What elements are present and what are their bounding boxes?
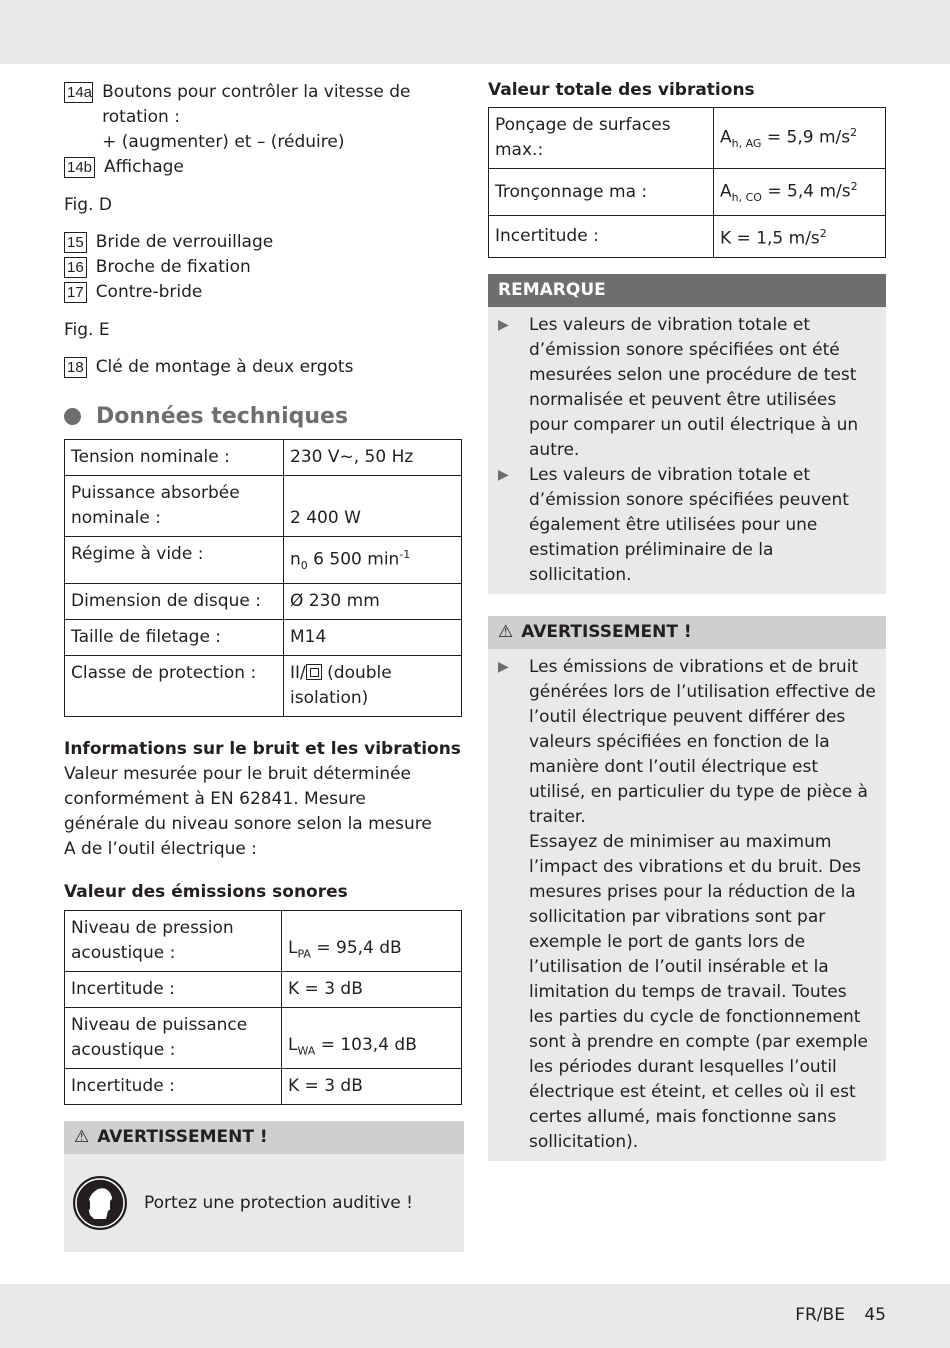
table-key: Niveau de puissance acoustique : xyxy=(65,1008,282,1069)
legend-number: 15 xyxy=(64,232,87,253)
tech-section-heading xyxy=(64,404,464,429)
value-symbol: L xyxy=(288,1034,298,1055)
warning-item-text: Les émissions de vibrations et de bruit générées lors de l’utilisation effective de l’outil électrique peuvent différer des valeurs spécifiées en fonction de la manière dont l’outil électrique est utilisé, en particulier du type de pièce à traiter. xyxy=(529,656,876,827)
value-subscript: h, AG xyxy=(731,137,762,151)
table-key: Dimension de disque : xyxy=(65,584,284,620)
table-key: Ponçage de surfaces max.: xyxy=(489,108,714,169)
sound-table xyxy=(64,910,462,1105)
legend-number: 16 xyxy=(64,257,87,278)
table-row xyxy=(65,911,462,972)
value-symbol: n xyxy=(290,549,301,570)
value-superscript: 2 xyxy=(850,125,858,139)
table-value xyxy=(284,656,462,717)
table-key: Niveau de pression acoustique : xyxy=(65,911,282,972)
warning-box-header xyxy=(488,616,886,649)
vibration-heading: Valeur totale des vibrations xyxy=(488,80,755,100)
table-value xyxy=(714,108,886,169)
noise-text: Valeur mesurée pour le bruit déterminée conformément à EN 62841. Mesure générale du niveau sonore selon la mesure A de l’outil électrique : xyxy=(64,764,432,860)
table-value xyxy=(282,911,462,972)
value-text: (double isolation) xyxy=(290,663,392,709)
legend-text: Boutons pour contrôler la vitesse de rotation : xyxy=(102,82,411,127)
table-key: Incertitude : xyxy=(489,216,714,258)
arrow-right-icon: ▶ xyxy=(498,316,509,333)
table-key: Tension nominale : xyxy=(65,440,284,476)
legend-item-16 xyxy=(64,255,464,280)
tech-table xyxy=(64,439,462,717)
legend-item-15 xyxy=(64,230,464,255)
value-symbol: L xyxy=(288,937,298,958)
figure-label-d: Fig. D xyxy=(64,195,112,215)
note-item xyxy=(498,463,876,588)
table-row xyxy=(65,620,462,656)
table-row xyxy=(65,1069,462,1105)
value-text: K = 1,5 m/s xyxy=(720,228,820,249)
figure-label-e: Fig. E xyxy=(64,320,110,340)
warning-box-header xyxy=(64,1121,464,1154)
legend-text: Broche de fixation xyxy=(95,257,251,277)
table-value: 2 400 W xyxy=(284,476,462,537)
bullet-icon xyxy=(64,408,81,425)
page-footer xyxy=(781,1305,886,1325)
vibration-table xyxy=(488,107,886,258)
legend-text: Bride de verrouillage xyxy=(95,232,274,252)
table-value xyxy=(282,1008,462,1069)
legend-text: Contre-bride xyxy=(95,282,203,302)
table-key: Tronçonnage ma : xyxy=(489,169,714,216)
arrow-right-icon: ▶ xyxy=(498,658,509,675)
table-row xyxy=(489,216,886,258)
value-subscript: h, CO xyxy=(731,191,762,205)
value-superscript: 2 xyxy=(819,227,827,241)
legend-text: Clé de montage à deux ergots xyxy=(95,357,354,377)
table-value xyxy=(284,537,462,584)
legend-item-17 xyxy=(64,280,464,305)
language-code: FR/BE xyxy=(795,1305,845,1325)
table-key: Puissance absorbée nominale : xyxy=(65,476,284,537)
legend-number: 17 xyxy=(64,282,87,303)
value-symbol: A xyxy=(720,181,732,202)
legend-number: 18 xyxy=(64,357,87,378)
table-key: Incertitude : xyxy=(65,972,282,1008)
table-value: K = 3 dB xyxy=(282,972,462,1008)
value-superscript: 2 xyxy=(850,180,858,193)
note-box-body xyxy=(488,307,886,594)
section-title: Données techniques xyxy=(96,404,349,429)
value-text: II/ xyxy=(290,663,306,684)
table-value xyxy=(714,169,886,216)
warning-box-body xyxy=(64,1154,464,1252)
note-item xyxy=(498,313,876,463)
top-band xyxy=(0,0,950,64)
arrow-right-icon: ▶ xyxy=(498,466,509,483)
value-text: 6 500 min xyxy=(307,549,400,570)
table-value xyxy=(714,216,886,258)
value-superscript: -1 xyxy=(399,548,411,561)
warning-item-text: Essayez de minimiser au maximum l’impact des vibrations et du bruit. Des mesures prises pour la réduction de la sollicitation par vibrations sont par exemple le port de gants lors de l’utilisation de l’outil insérable et la limitation du temps de travail. Toutes les parties du cycle de fonctionnement sont à prendre en compte (par exemple les périodes durant lesquelles l’outil électrique est éteint, et celles où il est certes allumé, mais fonctionne sans sollicitation). xyxy=(529,831,869,1152)
note-item-text: Les valeurs de vibration totale et d’émission sonore spécifiées peuvent également être utilisées pour une estimation préliminaire de la sollicitation. xyxy=(529,464,849,585)
warning-title: AVERTISSEMENT ! xyxy=(97,1127,268,1148)
table-value: 230 V~, 50 Hz xyxy=(284,440,462,476)
value-text: = 103,4 dB xyxy=(315,1034,417,1055)
table-row xyxy=(65,656,462,717)
value-subscript: PA xyxy=(297,947,311,961)
table-row xyxy=(65,972,462,1008)
warning-text: Portez une protection auditive ! xyxy=(144,1192,413,1213)
table-row xyxy=(489,169,886,216)
legend-item-14a xyxy=(64,80,464,155)
right-column xyxy=(488,78,886,1161)
legend-text: Affichage xyxy=(104,157,184,177)
value-subscript: 0 xyxy=(300,559,308,573)
sound-heading: Valeur des émissions sonores xyxy=(64,882,348,903)
table-row xyxy=(65,1008,462,1069)
value-subscript: WA xyxy=(297,1044,316,1058)
table-key: Taille de filetage : xyxy=(65,620,284,656)
table-row xyxy=(65,537,462,584)
table-value: K = 3 dB xyxy=(282,1069,462,1105)
warning-triangle-icon: ⚠ xyxy=(74,1127,90,1148)
table-value: M14 xyxy=(284,620,462,656)
value-text: = 5,4 m/s xyxy=(761,181,851,202)
table-row xyxy=(65,440,462,476)
table-key: Incertitude : xyxy=(65,1069,282,1105)
legend-item-18 xyxy=(64,355,464,380)
noise-heading: Informations sur le bruit et les vibrations xyxy=(64,739,461,760)
table-row xyxy=(65,476,462,537)
double-insulation-icon xyxy=(306,664,322,680)
table-row xyxy=(65,584,462,620)
warning-box-body xyxy=(488,649,886,1161)
value-text: = 5,9 m/s xyxy=(761,127,851,148)
warning-triangle-icon: ⚠ xyxy=(498,621,514,642)
left-column xyxy=(64,80,464,1252)
table-key: Régime à vide : xyxy=(65,537,284,584)
legend-item-14b xyxy=(64,155,464,180)
legend-number: 14a xyxy=(64,82,93,103)
legend-text: + (augmenter) et – (réduire) xyxy=(102,132,345,152)
table-key: Classe de protection : xyxy=(65,656,284,717)
page-number: 45 xyxy=(864,1305,886,1325)
note-box-header: REMARQUE xyxy=(488,274,886,307)
value-text: = 95,4 dB xyxy=(310,937,402,958)
legend-number: 14b xyxy=(64,157,95,178)
warning-title: AVERTISSEMENT ! xyxy=(521,621,692,642)
table-value: Ø 230 mm xyxy=(284,584,462,620)
note-item-text: Les valeurs de vibration totale et d’émission sonore spécifiées ont été mesurées selon une procédure de test normalisée et peuvent être utilisées pour comparer un outil électrique à un autre. xyxy=(529,314,859,460)
ear-protection-icon xyxy=(72,1175,128,1231)
table-row xyxy=(489,108,886,169)
value-symbol: A xyxy=(720,127,732,148)
warning-item xyxy=(498,655,876,1155)
